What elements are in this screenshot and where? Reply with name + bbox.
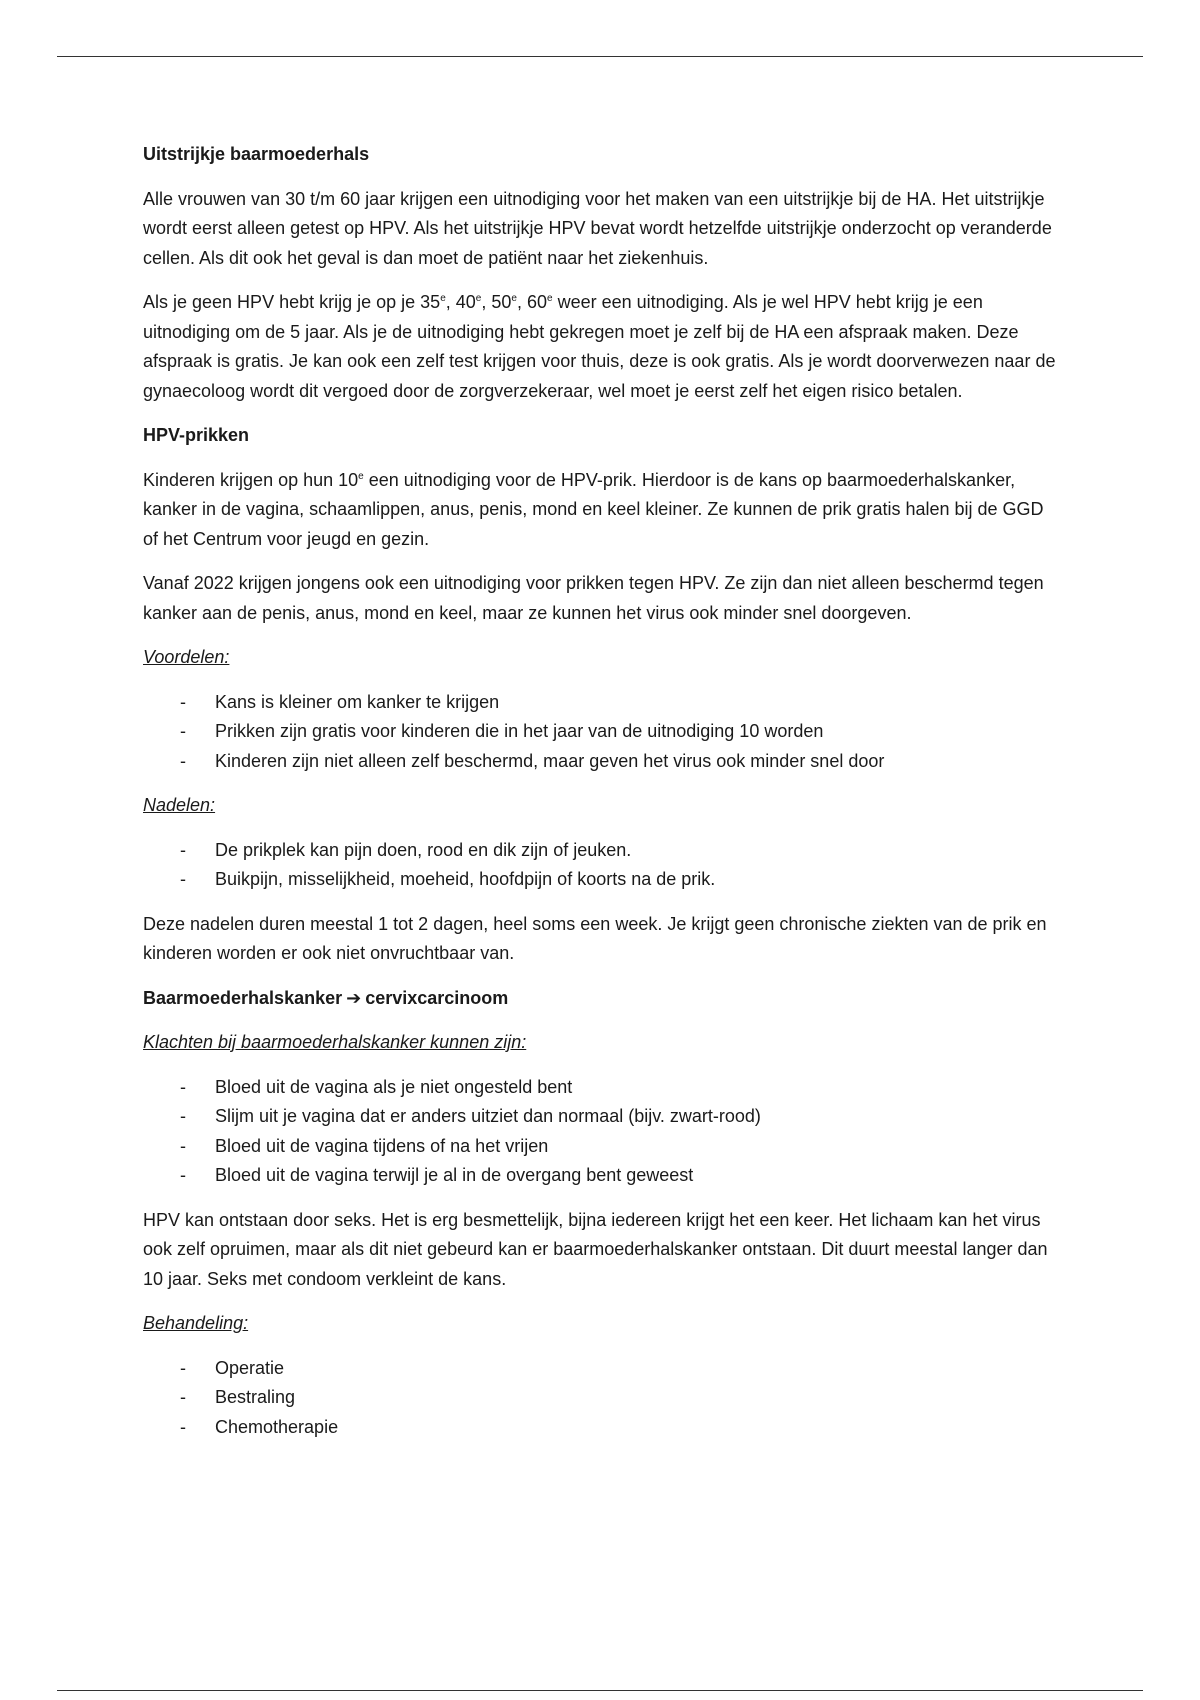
list-dash: - [180, 839, 186, 860]
list-dash: - [180, 721, 186, 741]
list-item [143, 1354, 1063, 1384]
superscript: e [511, 293, 517, 304]
list-dash: - [180, 1357, 186, 1378]
list-dash: - [180, 869, 186, 889]
age-value: 50 [491, 292, 512, 312]
text-fragment: weer een uitnodiging. Als je wel HPV hebt krijg je een uitnodiging om de 5 jaar. Als je de uitnodiging hebt gekregen moet je zelf bij de HA een afspraak maken. Deze afspraak is gratis. Je kan ook een zelf test krijgen voor thuis, deze is ook gratis. Als je wordt doorverwezen naar de gynaecoloog wordt dit vergoed door de zorgverzekeraar, wel moet je eerst zelf het eigen risico betalen. [143, 292, 1056, 401]
list-item-text: Bloed uit de vagina terwijl je al in de overgang bent geweest [215, 1165, 694, 1185]
text-fragment: Kinderen krijgen op hun 10 [143, 469, 359, 490]
subheading-voordelen: Voordelen: [143, 647, 230, 667]
list-dash: - [180, 691, 186, 712]
list-behandeling [143, 1354, 1063, 1443]
list-klachten [143, 1073, 1063, 1191]
list-item-text: Bloed uit de vagina als je niet ongesteld bent [215, 1076, 573, 1097]
header-rule [57, 56, 1143, 57]
list-dash: - [180, 1416, 186, 1437]
list-item-text: De prikplek kan pijn doen, rood en dik zijn of jeuken. [215, 839, 632, 860]
list-item [143, 688, 1063, 718]
list-item-text: Kinderen zijn niet alleen zelf beschermd, maar geven het virus ook minder snel door [215, 750, 885, 771]
superscript: e [358, 470, 364, 482]
age-value: 40 [455, 292, 476, 312]
list-dash: - [180, 1106, 186, 1126]
list-item [143, 1161, 1063, 1191]
list-item [143, 836, 1063, 866]
subheading-behandeling: Behandeling: [143, 1313, 249, 1333]
list-voordelen [143, 688, 1063, 777]
footer-rule [57, 1690, 1143, 1691]
superscript: e [440, 293, 446, 304]
section-heading-hpv-prikken: HPV-prikken [143, 425, 250, 445]
list-item-text: Chemotherapie [215, 1416, 339, 1437]
list-item-text: Prikken zijn gratis voor kinderen die in het jaar van de uitnodiging 10 worden [215, 721, 824, 741]
list-item-text: Kans is kleiner om kanker te krijgen [215, 691, 500, 712]
age-value: 60 [526, 292, 548, 312]
list-item [143, 747, 1063, 777]
list-item [143, 1413, 1063, 1443]
subheading-nadelen: Nadelen: [143, 795, 216, 815]
heading-text: Baarmoederhalskanker [143, 987, 343, 1008]
list-dash: - [180, 1165, 186, 1185]
list-item-text: Bloed uit de vagina tijdens of na het vrijen [215, 1135, 549, 1156]
text-fragment: een uitnodiging voor de HPV-prik. Hierdoor is de kans op baarmoederhalskanker, kanker in de vagina, schaamlippen, anus, penis, mond en keel kleiner. Ze kunnen de prik gratis halen bij de GGD of het Centrum voor jeugd en gezin. [143, 469, 1044, 549]
subheading-klachten: Klachten bij baarmoederhalskanker kunnen zijn: [143, 1032, 527, 1052]
list-item [143, 1132, 1063, 1162]
list-dash: - [180, 1135, 186, 1156]
paragraph-nadelen-duration: Deze nadelen duren meestal 1 tot 2 dagen, heel soms een week. Je krijgt geen chronische ziekten van de prik en kinderen worden er ook niet onvruchtbaar van. [143, 913, 1047, 963]
text-fragment: Als je geen HPV hebt krijg je op je 35 [143, 292, 441, 312]
document-body [143, 140, 1063, 1457]
list-item-text: Bestraling [215, 1387, 296, 1407]
list-dash: - [180, 1387, 186, 1407]
list-item [143, 1073, 1063, 1103]
paragraph-uitstrijkje-intro: Alle vrouwen van 30 t/m 60 jaar krijgen een uitnodiging voor het maken van een uitstrijkje bij de HA. Het uitstrijkje wordt eerst alleen getest op HPV. Als het uitstrijkje HPV bevat wordt hetzelfde uitstrijkje onderzocht op veranderde cellen. Als dit ook het geval is dan moet de patiënt naar het ziekenhuis. [143, 188, 1052, 268]
paragraph-uitstrijkje-frequency: Als je geen HPV hebt krijg je op je 35e, 40e, 50e, 60e weer een uitnodiging. Als je wel HPV hebt krijg je een uitnodiging om de 5 jaar. Als je de uitnodiging hebt gekregen moet je zelf bij de HA een afspraak maken. Deze afspraak is gratis. Je kan ook een zelf test krijgen voor thuis, deze is ook gratis. Als je wordt doorverwezen naar de gynaecoloog wordt dit vergoed door de zorgverzekeraar, wel moet je eerst zelf het eigen risico betalen. [143, 292, 1056, 401]
paragraph-hpv-boys: Vanaf 2022 krijgen jongens ook een uitnodiging voor prikken tegen HPV. Ze zijn dan niet alleen beschermd tegen kanker aan de penis, anus, mond en keel, maar ze kunnen het virus ook minder snel doorgeven. [143, 573, 1044, 623]
superscript: e [475, 293, 482, 304]
list-item-text: Slijm uit je vagina dat er anders uitziet dan normaal (bijv. zwart-rood) [215, 1106, 761, 1126]
superscript: e [547, 293, 553, 304]
list-dash: - [180, 1076, 186, 1097]
arrow-right-icon: ➔ [346, 987, 362, 1008]
list-item [143, 1383, 1063, 1413]
list-item [143, 1102, 1063, 1132]
heading-text: cervixcarcinoom [365, 987, 509, 1008]
paragraph-hpv-children [143, 466, 1063, 555]
list-item-text: Buikpijn, misselijkheid, moeheid, hoofdpijn of koorts na de prik. [215, 869, 716, 889]
section-heading-baarmoederhalskanker [143, 984, 1063, 1014]
list-nadelen [143, 836, 1063, 895]
list-dash: - [180, 750, 186, 771]
list-item [143, 717, 1063, 747]
paragraph-hpv-transmission: HPV kan ontstaan door seks. Het is erg besmettelijk, bijna iedereen krijgt het een keer. Het lichaam kan het virus ook zelf opruimen, maar als dit niet gebeurd kan er baarmoederhalskanker ontstaan. Dit duurt meestal langer dan 10 jaar. Seks met condoom verkleint de kans. [143, 1209, 1048, 1289]
section-heading-uitstrijkje: Uitstrijkje baarmoederhals [143, 144, 370, 164]
list-item-text: Operatie [215, 1357, 285, 1378]
list-item [143, 865, 1063, 895]
